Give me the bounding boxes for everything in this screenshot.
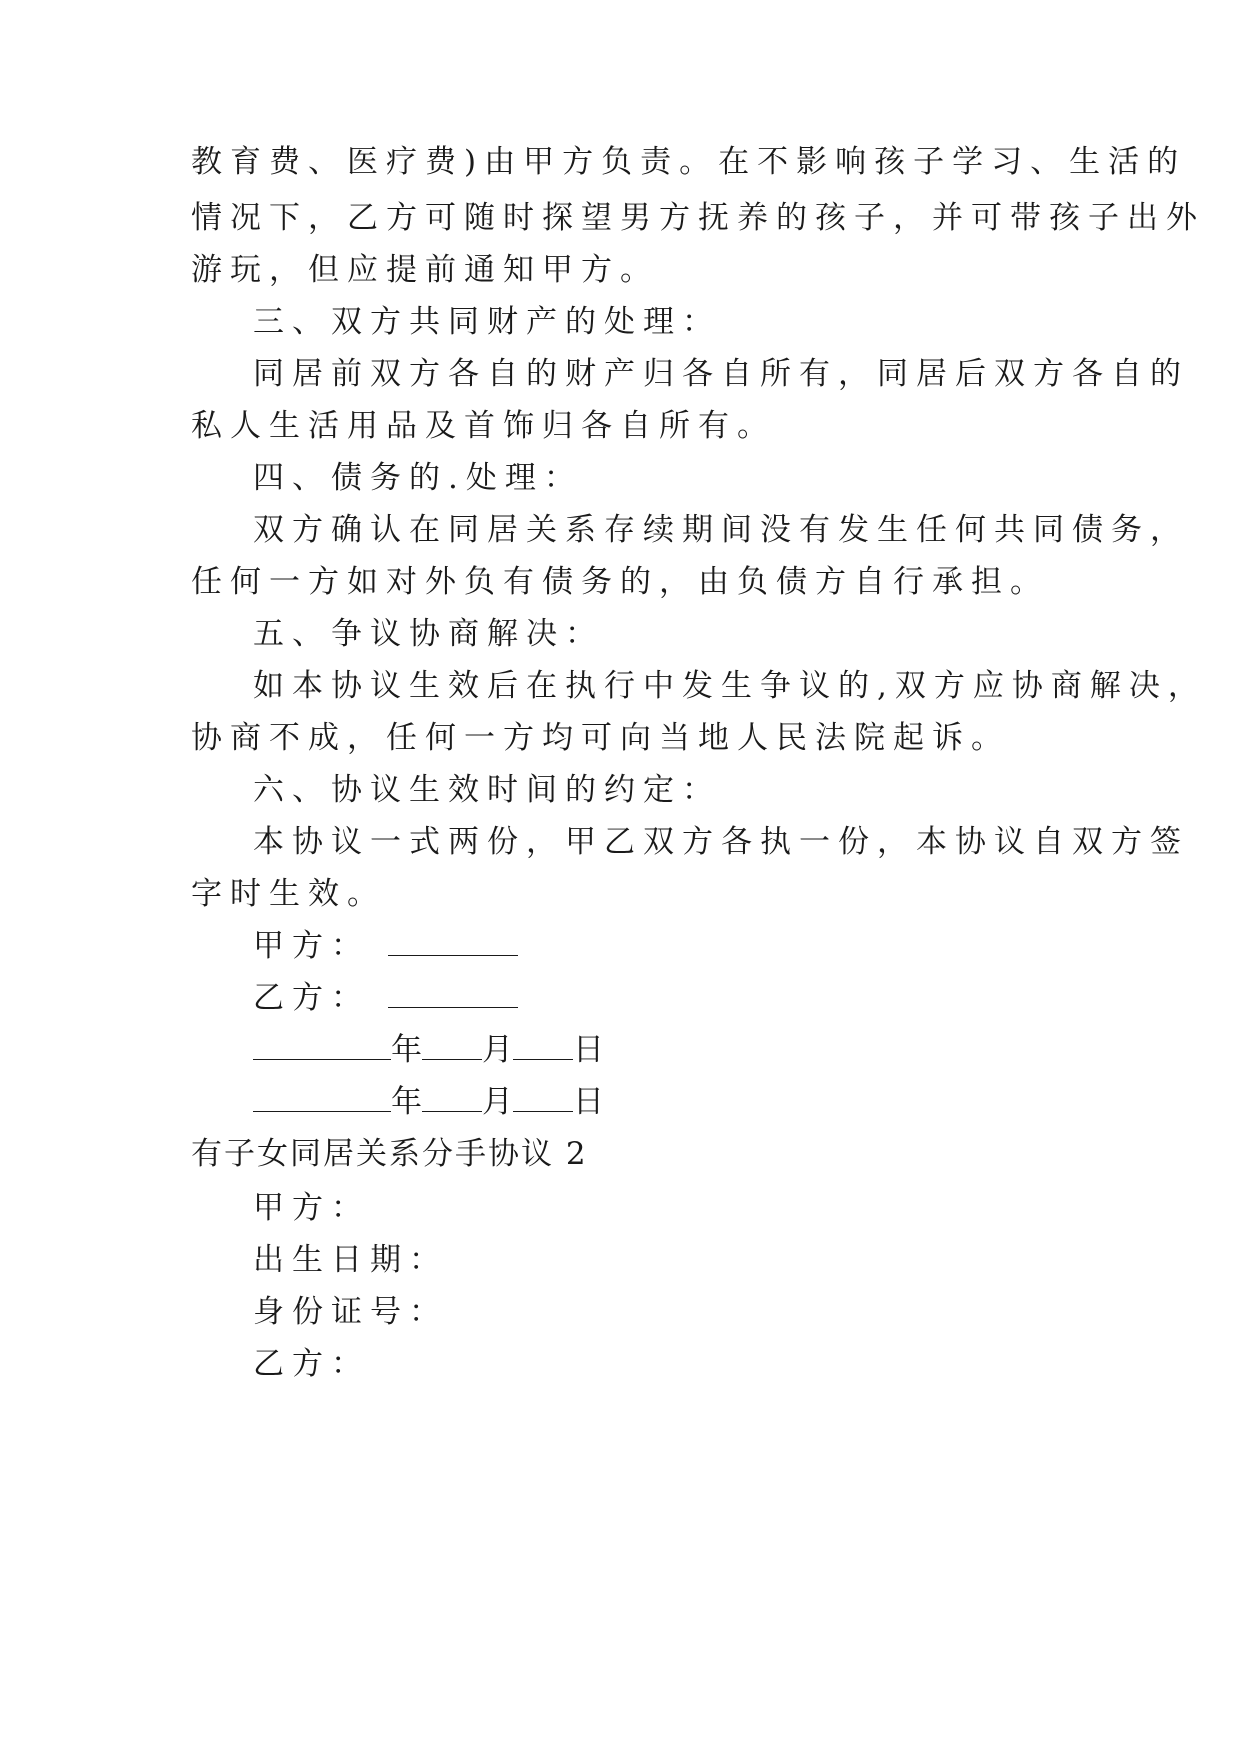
day-blank[interactable]: [513, 1083, 573, 1112]
party-a-signature: [253, 926, 1071, 966]
year-unit: 年: [391, 1084, 422, 1120]
party-b-label: 乙方：: [253, 980, 370, 1016]
field-party-b: 乙方：: [253, 1346, 370, 1382]
month-unit: 月: [482, 1032, 513, 1068]
month-unit: 月: [482, 1084, 513, 1120]
second-agreement-title: 有子女同居关系分手协议 2: [191, 1136, 588, 1172]
field-id-number: 身份证号：: [253, 1294, 448, 1330]
paragraph-line: 教育费、医疗费)由甲方负责。在不影响孩子学习、生活的: [191, 144, 1187, 180]
paragraph-line: 私人生活用品及首饰归各自所有。: [191, 408, 776, 444]
paragraph-line: 字时生效。: [191, 876, 386, 912]
section-heading: 四、债务的.处理：: [253, 460, 583, 496]
year-blank[interactable]: [253, 1031, 391, 1060]
field-birth-date: 出生日期：: [253, 1242, 448, 1278]
paragraph-line: 协商不成，任何一方均可向当地人民法院起诉。: [191, 720, 1010, 756]
date-line: [253, 1082, 1071, 1122]
paragraph-line: 本协议一式两份，甲乙双方各执一份，本协议自双方签: [253, 824, 1189, 860]
paragraph-line: 双方确认在同居关系存续期间没有发生任何共同债务，: [253, 512, 1189, 548]
date-line: [253, 1030, 1071, 1070]
day-blank[interactable]: [513, 1031, 573, 1060]
party-a-blank[interactable]: [388, 927, 518, 956]
paragraph-line: 如本协议生效后在执行中发生争议的,双方应协商解决，: [253, 668, 1207, 704]
paragraph-line: 同居前双方各自的财产归各自所有，同居后双方各自的: [253, 356, 1189, 392]
party-b-blank[interactable]: [388, 979, 518, 1008]
party-b-signature: [253, 978, 1071, 1018]
paragraph-line: 情况下，乙方可随时探望男方抚养的孩子，并可带孩子出外: [191, 200, 1205, 236]
month-blank[interactable]: [422, 1031, 482, 1060]
paragraph-line: 任何一方如对外负有债务的，由负债方自行承担。: [191, 564, 1049, 600]
day-unit: 日: [573, 1084, 604, 1120]
section-heading: 三、双方共同财产的处理：: [253, 304, 721, 340]
field-party-a: 甲方：: [253, 1190, 370, 1226]
day-unit: 日: [573, 1032, 604, 1068]
section-heading: 六、协议生效时间的约定：: [253, 772, 721, 808]
party-a-label: 甲方：: [253, 928, 370, 964]
section-heading: 五、争议协商解决：: [253, 616, 604, 652]
paragraph-line: 游玩，但应提前通知甲方。: [191, 252, 659, 288]
year-unit: 年: [391, 1032, 422, 1068]
year-blank[interactable]: [253, 1083, 391, 1112]
month-blank[interactable]: [422, 1083, 482, 1112]
